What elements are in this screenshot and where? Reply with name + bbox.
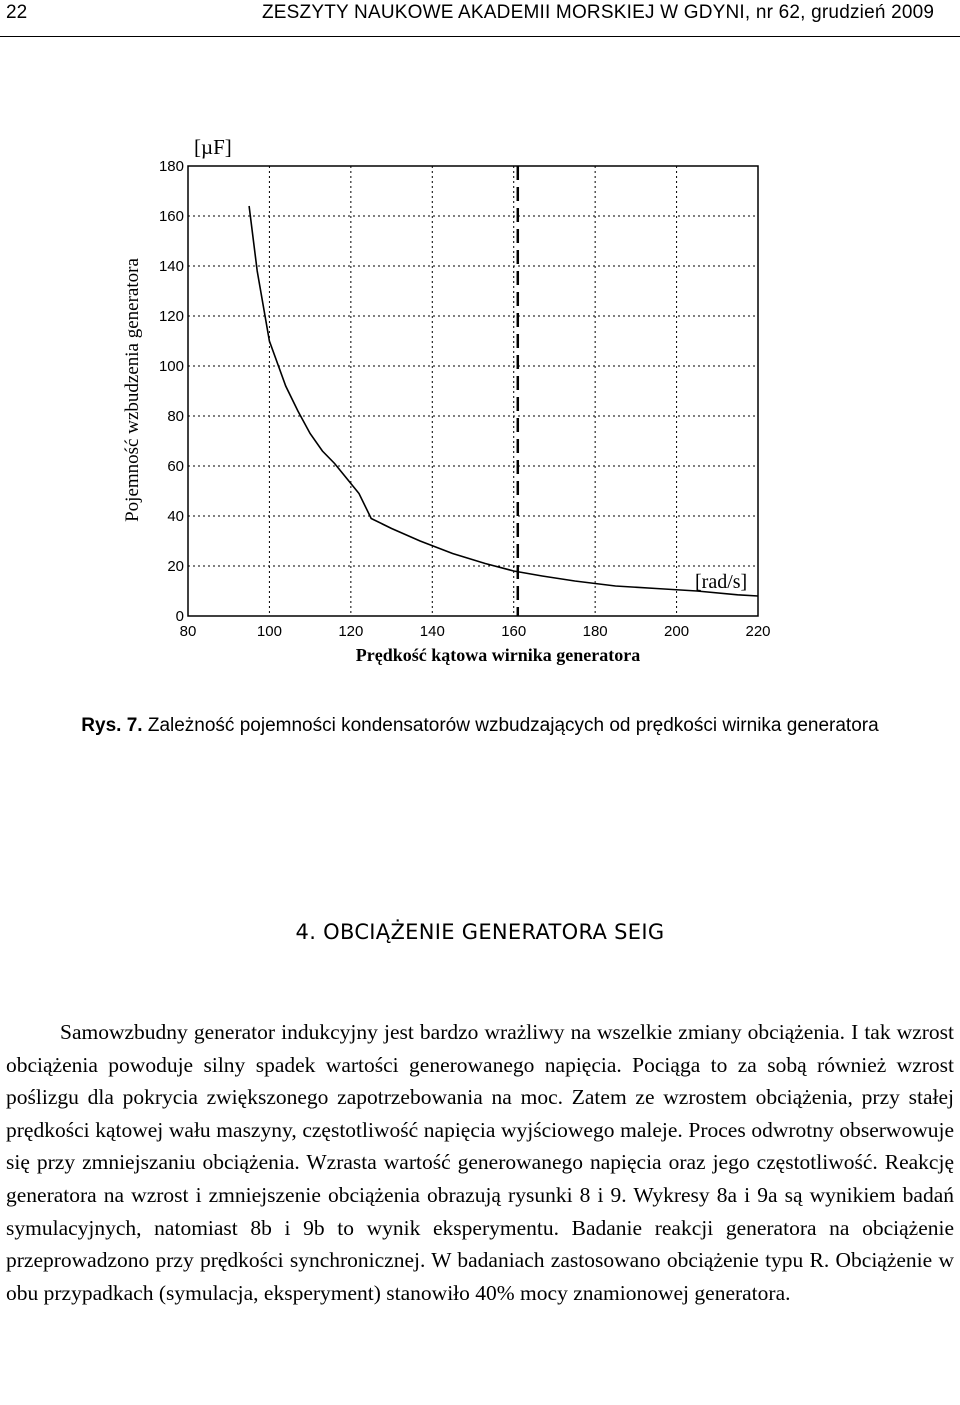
figure-caption <box>0 712 960 740</box>
y-tick-label: 180 <box>158 158 184 175</box>
body-paragraph: Samowzbudny generator indukcyjny jest bardzo wrażliwy na wszelkie zmiany obciążenia. I tak wzrost obciążenia powoduje silny spadek wartości generowanego napięcia. Pociąga to za sobą również wzrost poślizgu dla pokrycia zwiększonego zapotrzebowania na moc. Zatem ze wzrostem obciążenia, przy stałej prędkości kątowej wału maszyny, częstotliwość napięcia wyjściowego maleje. Proces odwrotny obserwowuje się przy zmniejszaniu obciążenia. Wzrasta wartość generowanego napięcia oraz jego częstotliwość. Reakcję generatora na wzrost i zmniejszenie obciążenia obrazują rysunki 8 i 9. Wykresy 8a i 9a są wynikiem badań symulacyjnych, natomiast 8b i 9b to wynik eksperymentu. Badanie reakcji generatora na obciążenie przeprowadzono przy prędkości synchronicznej. W badaniach zastosowano obciążenie typu R. Obciążenie w obu przypadkach (symulacja, eksperyment) stanowiło 40% mocy znamionowej generatora. <box>6 1020 954 1305</box>
x-tick-label: 220 <box>745 623 771 640</box>
section-heading: 4. OBCIĄŻENIE GENERATORA SEIG <box>295 920 665 944</box>
y-tick-label: 160 <box>158 208 184 225</box>
page-header <box>0 0 960 37</box>
page-number: 22 <box>6 2 28 23</box>
figure-caption-text: Zależność pojemności kondensatorów wzbudzających od prędkości wirnika generatora <box>142 715 879 736</box>
x-unit-label: [rad/s] <box>695 571 748 593</box>
x-tick-label: 200 <box>664 623 690 640</box>
y-tick-label: 0 <box>175 608 184 625</box>
x-tick-labels <box>180 623 771 640</box>
x-tick-label: 160 <box>501 623 527 640</box>
x-tick-label: 100 <box>256 623 282 640</box>
y-tick-label: 100 <box>158 358 184 375</box>
chart-grid <box>188 166 758 616</box>
x-tick-label: 120 <box>338 623 364 640</box>
y-tick-label: 120 <box>158 308 184 325</box>
x-tick-label: 140 <box>419 623 445 640</box>
journal-title: ZESZYTY NAUKOWE AKADEMII MORSKIEJ W GDYNI, nr 62, grudzień 2009 <box>262 2 935 23</box>
capacitance-series-line <box>249 206 758 596</box>
x-tick-label: 80 <box>179 623 197 640</box>
y-axis-label: Pojemność wzbudzenia generatora <box>122 258 143 522</box>
y-tick-label: 140 <box>158 258 184 275</box>
capacitance-chart <box>100 128 800 668</box>
y-tick-labels <box>159 158 184 625</box>
x-tick-label: 180 <box>582 623 608 640</box>
plot-frame <box>188 166 758 616</box>
y-tick-label: 40 <box>167 508 184 525</box>
y-tick-label: 20 <box>167 558 184 575</box>
x-axis-label: Prędkość kątowa wirnika generatora <box>355 645 641 665</box>
y-unit-label: [µF] <box>194 135 232 159</box>
y-tick-label: 80 <box>167 408 184 425</box>
y-tick-label: 60 <box>167 458 184 475</box>
figure-label: Rys. 7. <box>81 715 143 736</box>
